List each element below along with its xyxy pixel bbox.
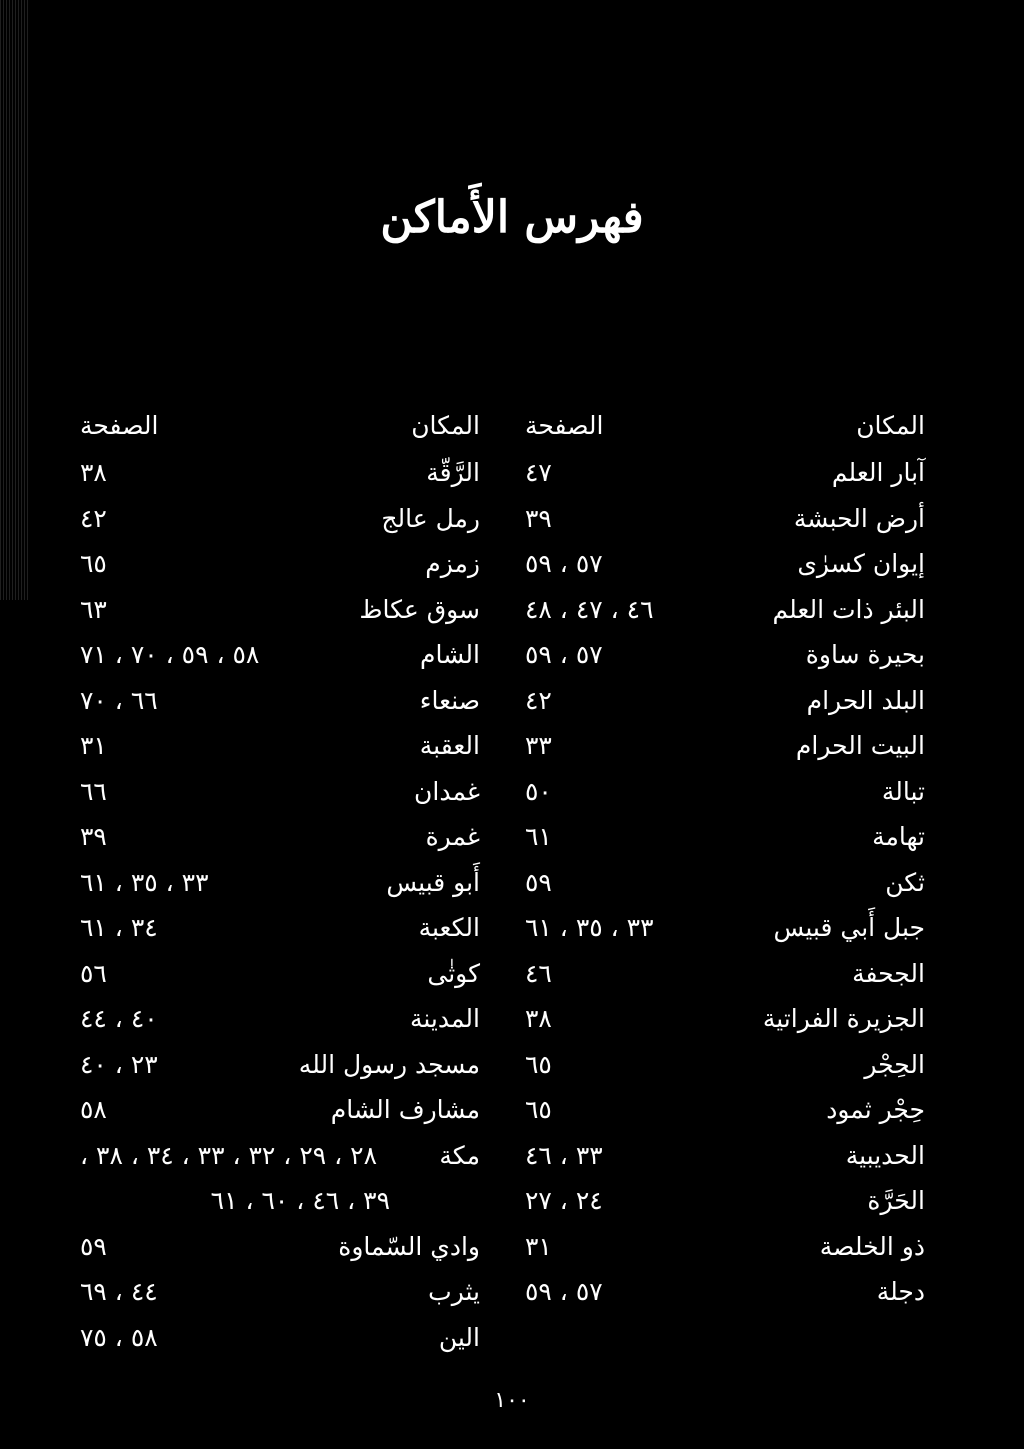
index-entry: [525, 450, 925, 496]
index-column-left: [80, 402, 480, 1360]
index-entry: [80, 723, 480, 769]
page-number: ١٠٠: [494, 1388, 530, 1413]
index-column-right: [525, 402, 925, 1315]
entry-pages: ٦٦: [80, 776, 107, 806]
entry-pages: ٦٥: [525, 1049, 552, 1079]
entry-place: أرض الحبشة: [793, 503, 925, 533]
entry-pages: ٢٤ ، ٢٧: [525, 1186, 603, 1215]
index-entry: [525, 1042, 925, 1088]
entry-pages: ٣٩: [80, 822, 107, 851]
entry-pages: ٣١: [80, 731, 107, 760]
index-entry: [525, 632, 925, 678]
entry-place: الشام: [420, 640, 480, 669]
entry-pages: ٥٠: [525, 776, 552, 806]
entry-pages: ٥٩: [525, 867, 552, 897]
index-entry: [525, 814, 925, 860]
index-entry: [525, 541, 925, 587]
pages-header: الصفحة: [525, 411, 604, 440]
index-entry: [525, 1133, 925, 1179]
index-entry: [80, 541, 480, 587]
entry-place: الحديبية: [845, 1140, 925, 1170]
entry-place: العقبة: [419, 731, 480, 760]
entry-place: كوثٰى: [427, 958, 480, 988]
entry-place: غمرة: [425, 822, 480, 851]
entry-pages: ٣٤ ، ٦١: [80, 913, 158, 942]
entry-place: الحِجْر: [864, 1049, 925, 1079]
entry-pages: ٣١: [525, 1231, 552, 1261]
index-entry: [525, 860, 925, 906]
entry-place: البلد الحرام: [806, 685, 925, 715]
entry-place: البئر ذات العلم: [772, 594, 925, 624]
entry-place: ذو الخلصة: [819, 1231, 925, 1261]
entry-pages: ٦٥: [525, 1095, 552, 1124]
scanned-edge-noise: [0, 0, 30, 600]
entry-place: أَبو قبيس: [386, 867, 480, 897]
index-entry: [80, 1042, 480, 1088]
index-entry: [525, 587, 925, 633]
entry-pages: ٤٤ ، ٦٩: [80, 1277, 158, 1306]
entry-place: بحيرة ساوة: [805, 640, 925, 669]
index-entry: [80, 450, 480, 496]
entry-pages: ٣٣ ، ٤٦: [525, 1140, 603, 1170]
index-entry: [80, 860, 480, 906]
entry-pages: ٣٨: [525, 1004, 552, 1033]
entry-pages: ٦١: [525, 822, 552, 851]
entry-place: مشارف الشام: [330, 1095, 480, 1124]
entry-pages: ٣٣: [525, 731, 552, 760]
entry-pages: ٤٠ ، ٤٤: [80, 1004, 158, 1033]
entry-pages: ٢٨ ، ٢٩ ، ٣٢ ، ٣٣ ، ٣٤ ، ٣٨ ،: [80, 1140, 378, 1170]
entry-pages: ٣٩: [525, 503, 552, 533]
entry-pages: ٥٨: [80, 1095, 107, 1124]
entry-place: ثكن: [885, 867, 925, 897]
entry-place: إيوان كسرٰى: [797, 549, 925, 578]
index-entry: [525, 951, 925, 997]
entry-pages: ٥٩: [80, 1231, 107, 1261]
entry-pages: ٦٦ ، ٧٠: [80, 685, 158, 715]
column-header: [525, 402, 925, 450]
entry-pages: ٦٣: [80, 594, 107, 624]
entry-pages: ٤٧: [525, 458, 552, 487]
entry-pages: ٣٩ ، ٤٦ ، ٦٠ ، ٦١: [210, 1186, 390, 1215]
place-header: المكان: [856, 411, 925, 440]
index-entry: [525, 1087, 925, 1133]
entry-place: الين: [438, 1322, 480, 1352]
entry-place: مسجد رسول الله: [298, 1049, 480, 1079]
entry-place: جبل أَبي قبيس: [773, 913, 925, 942]
index-entry: [80, 814, 480, 860]
index-entry: [525, 1178, 925, 1224]
entry-place: تبالة: [881, 776, 925, 806]
column-header: [80, 402, 480, 450]
entry-pages: ٤٢: [80, 503, 107, 533]
index-entry-continuation: [80, 1178, 480, 1224]
index-entry: [525, 996, 925, 1042]
entry-pages: ٤٢: [525, 685, 552, 715]
entry-pages: ٦٥: [80, 549, 107, 578]
entry-place: رمل عالج: [381, 503, 480, 533]
entry-place: تهامة: [872, 822, 925, 851]
index-entry: [80, 632, 480, 678]
entry-place: آبار العلم: [831, 458, 925, 487]
entry-place: الجحفة: [852, 958, 925, 988]
entry-pages: ٤٦: [525, 958, 552, 988]
entry-place: سوق عكاظ: [359, 594, 480, 624]
entry-pages: ٣٨: [80, 458, 107, 487]
index-entry: [80, 951, 480, 997]
index-entry: [525, 678, 925, 724]
entry-place: يثرب: [428, 1277, 480, 1306]
entry-pages: ٥٧ ، ٥٩: [525, 1277, 603, 1306]
entry-pages: ٣٣ ، ٣٥ ، ٦١: [525, 913, 654, 942]
entry-place: دجلة: [876, 1277, 925, 1306]
entry-pages: ٥٨ ، ٥٩ ، ٧٠ ، ٧١: [80, 640, 260, 669]
entry-place: غمدان: [414, 776, 480, 806]
entry-place: مكة: [439, 1140, 480, 1170]
pages-header: الصفحة: [80, 411, 159, 440]
entry-place: حِجْر ثمود: [826, 1095, 925, 1124]
entry-pages: ٢٣ ، ٤٠: [80, 1049, 158, 1079]
page-title: فهرس الأَماكن: [380, 192, 644, 243]
index-entry: [80, 1224, 480, 1270]
index-entry: [80, 587, 480, 633]
entry-pages: ٥٨ ، ٧٥: [80, 1322, 158, 1352]
entry-place: وادي السّماوة: [338, 1231, 480, 1261]
entry-pages: ٥٧ ، ٥٩: [525, 640, 603, 669]
entry-place: البيت الحرام: [795, 731, 925, 760]
index-entry: [80, 496, 480, 542]
entry-pages: ٥٧ ، ٥٩: [525, 549, 603, 578]
entry-pages: ٤٦ ، ٤٧ ، ٤٨: [525, 594, 654, 624]
entry-pages: ٣٣ ، ٣٥ ، ٦١: [80, 867, 209, 897]
index-entry: [80, 905, 480, 951]
entry-place: الرَّقّة: [426, 458, 480, 487]
index-entry: [525, 905, 925, 951]
entry-place: الكعبة: [418, 913, 480, 942]
entry-pages: ٥٦: [80, 958, 107, 988]
index-entry: [80, 996, 480, 1042]
entry-place: الجزيرة الفراتية: [762, 1004, 925, 1033]
entry-place: الحَرَّة: [867, 1186, 925, 1215]
place-header: المكان: [411, 411, 480, 440]
index-entry: [80, 1315, 480, 1361]
index-entry: [525, 496, 925, 542]
index-entry: [525, 769, 925, 815]
index-entry: [525, 1269, 925, 1315]
index-entry: [80, 1087, 480, 1133]
index-entry: [80, 1269, 480, 1315]
index-entry: [525, 1224, 925, 1270]
entry-place: صنعاء: [419, 685, 480, 715]
index-entry: [525, 723, 925, 769]
entry-place: المدينة: [409, 1004, 480, 1033]
index-entry: [80, 678, 480, 724]
index-entry: [80, 769, 480, 815]
entry-place: زمزم: [425, 549, 480, 578]
index-entry: [80, 1133, 480, 1179]
